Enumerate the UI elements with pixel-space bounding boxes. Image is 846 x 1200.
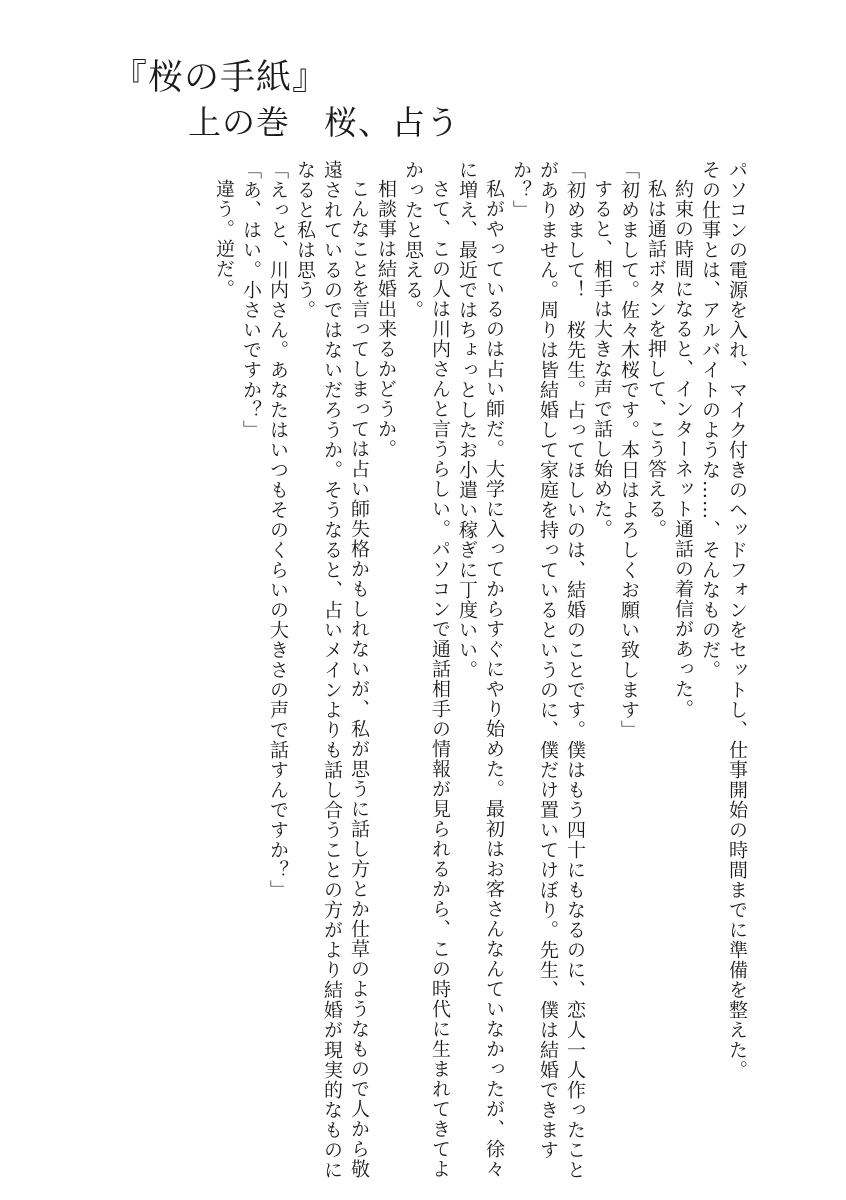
paragraph: 約束の時間になると、インターネット通話の着信があった。 (672, 179, 694, 719)
chapter-subtitle: 上の巻 桜、占う (188, 103, 460, 142)
paragraph: その仕事とは、アルバイトのような……、そんなものだ。 (699, 160, 721, 680)
dialogue-line: 「あ、はい。小さいですか？」 (240, 160, 262, 440)
paragraph: 違う。逆だ。 (213, 179, 235, 299)
dialogue-line: 「初めまして！ 桜先生。占ってほしいのは、結婚のことです。僕はもう四十にもなるのに、恋人一人作ったことがありません。周りは皆結婚して家庭を持っているというのに、僕だけ置いてけぼり。先生、僕は結婚できますか？」 (510, 160, 586, 1180)
paragraph: こんなことを言ってしまっては占い師失格かもしれないが、私が思うに話し方とか仕草のようなもので人から敬遠されているのではないだろうか。そうなると、占いメインよりも話し合うことの方がより結婚が現実的なものになると私は思う。 (294, 160, 370, 1180)
document-title: 『桜の手紙』 (112, 58, 329, 98)
dialogue-line: 「えっと、川内さん。あなたはいつもそのくらいの大きさの声で話すんですか？」 (267, 160, 289, 900)
paragraph: さて、この人は川内さんと言うらしい。パソコンで通話相手の情報が見られるから、この時代に生まれてきてよかったと思える。 (402, 160, 451, 1179)
paragraph: 私がやっているのは占い師だ。大学に入ってからすぐにやり始めた。最初はお客さんなんていなかったが、徐々に増え、最近ではちょっとしたお小遣い稼ぎに丁度いい。 (456, 160, 505, 1179)
paragraph: 私は通話ボタンを押して、こう答える。 (645, 179, 667, 539)
story-body (110, 160, 750, 1180)
paragraph: すると、相手は大きな声で話し始めた。 (591, 179, 613, 539)
dialogue-line: 「初めまして。佐々木桜です。本日はよろしくお願い致します」 (618, 160, 640, 740)
paragraph: パソコンの電源を入れ、マイク付きのヘッドフォンをセットし、仕事開始の時間までに準備を整えた。 (726, 160, 748, 1080)
paragraph: 相談事は結婚出来るかどうか。 (375, 179, 397, 459)
